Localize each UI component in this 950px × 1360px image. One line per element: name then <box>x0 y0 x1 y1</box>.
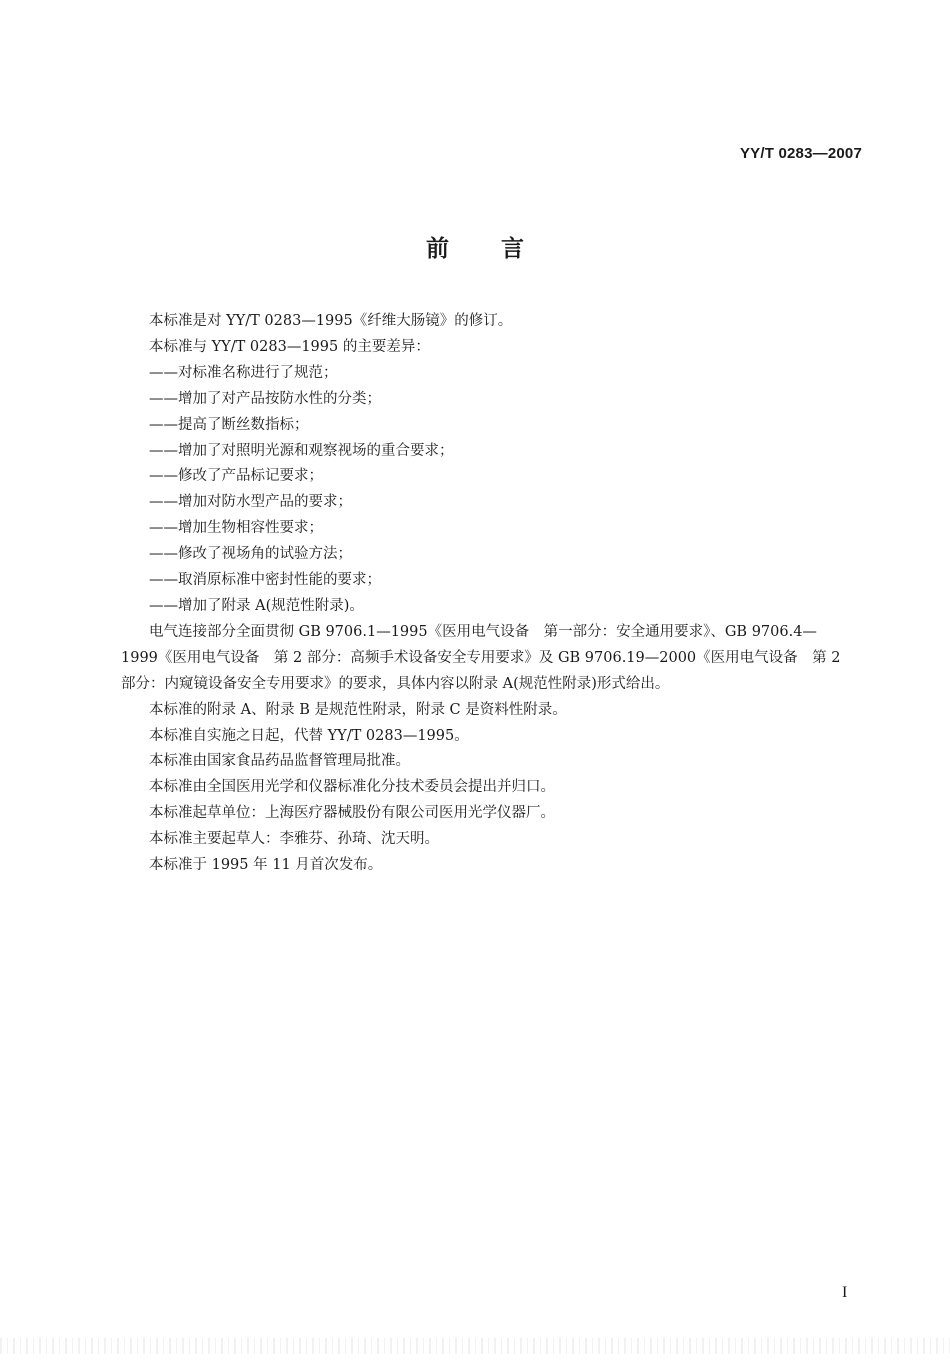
list-item: ——修改了产品标记要求； <box>149 468 323 485</box>
page-number: I <box>842 1284 848 1301</box>
replaces-paragraph: 本标准自实施之日起，代替 YY/T 0283—1995。 <box>149 727 469 744</box>
list-item: ——增加生物相容性要求； <box>149 520 323 537</box>
list-item: ——增加对防水型产品的要求； <box>149 494 352 511</box>
list-item: ——提高了断丝数指标； <box>149 416 309 433</box>
standard-code: YY/T 0283—2007 <box>739 145 862 162</box>
intro-paragraph: 本标准是对 YY/T 0283—1995《纤维大肠镜》的修订。 <box>149 313 513 329</box>
scan-noise-strip <box>0 1338 950 1354</box>
list-item: ——增加了对产品按防水性的分类； <box>149 390 381 407</box>
list-item: ——取消原标准中密封性能的要求； <box>149 572 381 589</box>
drafting-unit-paragraph: 本标准起草单位：上海医疗器械股份有限公司医用光学仪器厂。 <box>149 805 555 822</box>
proposed-paragraph: 本标准由全国医用光学和仪器标准化分技术委员会提出并归口。 <box>149 779 555 796</box>
differences-heading: 本标准与 YY/T 0283—1995 的主要差异： <box>149 338 430 355</box>
drafters-paragraph: 本标准主要起草人：李雅芬、孙琦、沈天明。 <box>149 831 439 848</box>
list-item: ——修改了视场角的试验方法； <box>149 546 352 563</box>
list-item: ——对标准名称进行了规范； <box>149 364 338 381</box>
electrical-paragraph: 电气连接部分全面贯彻 GB 9706.1—1995《医用电气设备 第一部分：安全通用要求》、GB 9706.4—1999《医用电气设备 第 2 部分：高频手术设备安全专用要求》及 GB 9706.19—2000《医用电气设备 第 2 部分：内窥镜设备安全专用要求》的要求，具体内容以附录 A(规范性附录)形式给出。 <box>121 623 841 692</box>
appendices-paragraph: 本标准的附录 A、附录 B 是规范性附录，附录 C 是资料性附录。 <box>149 701 567 718</box>
foreword-body <box>121 309 851 879</box>
page-title: 前言 <box>426 236 576 262</box>
approved-paragraph: 本标准由国家食品药品监督管理局批准。 <box>149 753 410 770</box>
list-item: ——增加了附录 A(规范性附录)。 <box>149 597 364 614</box>
differences-list <box>121 361 851 620</box>
first-issue-paragraph: 本标准于 1995 年 11 月首次发布。 <box>149 857 383 874</box>
list-item: ——增加了对照明光源和观察视场的重合要求； <box>149 442 454 459</box>
